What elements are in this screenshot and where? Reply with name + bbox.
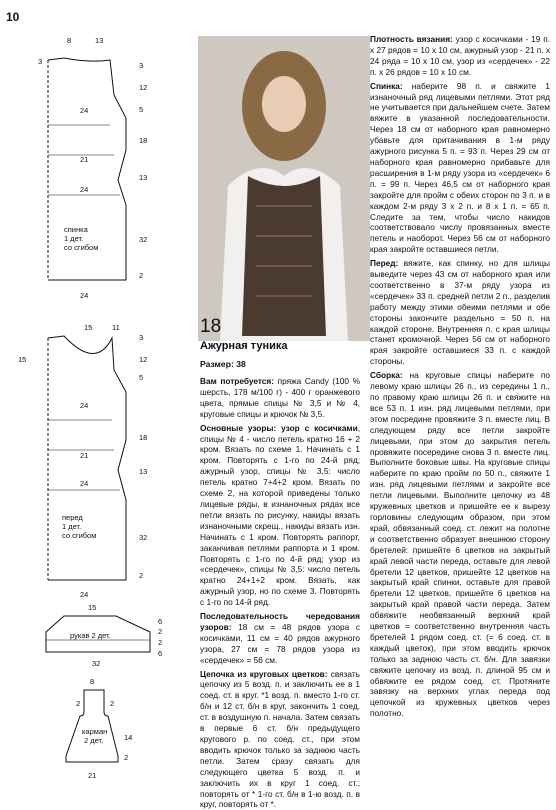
svg-text:15: 15 <box>84 323 93 332</box>
svg-text:13: 13 <box>95 36 104 45</box>
patterns-paragraph: Основные узоры: узор с косичками, спицы № 4 - число петель кратно 16 + 2 кром. Вязать по схеме 1. Начинать с 1 кром. Повторять с 1-го по 24-й ряд; ажурный узор, спицы № 3,5: число петель кратно 7+4+2 кром. Вязать по схеме 2, на которой приведены только лицевые ряды, в изнаночных рядах все петли вязать по рисунку, накиды вязать изнаночными скрещ., накиды вязать изн. Начинать с 1 кром. Повторять раппорт, заканчивая петлями раппорта и 1 кром. Повторять с 1-го по 4-й ряд; узор из «сердечек», спицы № 3,5: число петель кратно 24+1+2 кром. Вязать, как ажурный узор, но по схеме 3. Повторять с 1-го по 14-й ряд. <box>200 422 360 608</box>
svg-text:24: 24 <box>80 185 89 194</box>
svg-text:3: 3 <box>139 333 144 342</box>
svg-text:2: 2 <box>110 699 115 708</box>
svg-text:14: 14 <box>124 733 133 742</box>
svg-text:15: 15 <box>18 355 27 364</box>
svg-text:12: 12 <box>139 355 148 364</box>
pattern-schematics <box>0 0 200 800</box>
svg-text:2: 2 <box>158 627 163 636</box>
svg-text:8: 8 <box>90 677 95 686</box>
svg-text:3: 3 <box>38 57 43 66</box>
svg-text:2: 2 <box>139 271 144 280</box>
svg-text:24: 24 <box>80 590 89 599</box>
sleeve-label: рукав 2 дет. <box>70 631 111 640</box>
svg-text:8: 8 <box>67 36 72 45</box>
back-paragraph: Спинка: наберите 98 п. и свяжите 1 изнаночный ряд лицевыми петлями. Этот ряд не учитывается при дальнейшем счете. Затем вяжите в указанной последовательности. Через 18 см от наборного края равномерно убавьте для притачивания в 1-м ряду ажурного рисунка 5 п. = 93 п. Через 29 см от наборного края равномерно прибавьте для расширения в 1-м ряду узора из «сердечек» 6 п. = 99 п. Через 46,5 см от наборного края закройте для пройм с обеих сторон по 3 п. и в каждом 2-м ряду 3 х 2 п. и 8 х 1 п. = 65 п. Следите за тем, чтобы число накидов соответствовало числу провязанных вместе петель и наоборот. Через 56 см от наборного края закройте оставшиеся петли. <box>370 80 550 255</box>
svg-text:2: 2 <box>139 571 144 580</box>
svg-text:12: 12 <box>139 83 148 92</box>
svg-text:2: 2 <box>76 699 81 708</box>
svg-text:32: 32 <box>92 659 101 668</box>
chain-paragraph: Цепочка из круговых цветков: связать цепочку из 5 возд. п. и заключить ее в 1 соед. ст. в круг. *1 возд. п. вместо 1-го ст. б/н и 12 ст. б/н в круг, закончить 1 соед. ст. в воздушную п. начала. Затем связать в первые 6 ст. б/н предыдущего кругового р. по соед. ст., при этом вводить крючок только за заднюю часть петли. Затем сразу связать для следующего цветка 5 возд. п. и заключить их в круг 1 соед. ст.; повторять от * 1-го ст. б/н в 1-ю возд. п. в круг, повторять от *. <box>200 668 360 810</box>
density-paragraph: Плотность вязания: узор с косичками - 19 п. х 27 рядов = 10 х 10 см, ажурный узор - 21 п. х 24 ряда = 10 х 10 см, узор из «сердечек» - 22 п. х 26 рядов = 10 х 10 см. <box>370 34 550 77</box>
materials-paragraph: Вам потребуется: пряжа Candy (100 % шерсть, 178 м/100 г) - 400 г оранжевого цвета, прямые спицы № 3,5 и № 4, круговые спицы и крючок № 3,5. <box>200 376 360 419</box>
pattern-title: Ажурная туника <box>200 340 288 352</box>
front-dimensions <box>18 323 147 599</box>
svg-text:21: 21 <box>88 771 97 780</box>
svg-text:2: 2 <box>124 753 129 762</box>
svg-text:3: 3 <box>139 61 144 70</box>
pocket-label: карман 2 дет. <box>82 727 108 745</box>
model-photo <box>198 36 370 341</box>
svg-text:21: 21 <box>80 451 89 460</box>
svg-text:6: 6 <box>158 617 163 626</box>
right-text-column <box>370 34 550 719</box>
svg-text:24: 24 <box>80 479 89 488</box>
sequence-paragraph: Последовательность чередования узоров: 18 см = 48 рядов узора с косичками, 11 см = 40 рядов ажурного узора, 27 см = 78 рядов узора из «сердечек» = 56 см. <box>200 611 360 665</box>
back-dimensions <box>38 36 147 300</box>
pattern-number: 18 <box>200 316 222 337</box>
model-photo-image <box>198 36 370 341</box>
svg-text:2: 2 <box>158 638 163 647</box>
svg-text:24: 24 <box>80 291 89 300</box>
svg-text:6: 6 <box>158 649 163 658</box>
svg-text:18: 18 <box>139 433 148 442</box>
front-paragraph: Перед: вяжите, как спинку, но для шлицы выведите через 43 см от наборного края или соответственно в 37-м ряду узора из «сердечек» 33 п. средней петли 2 п., разделив работу между этими обеими петлями и обе стороны закончите раздельно = 50 п. на каждой стороне. Внутренняя п. с края шлицы станет кромочной. Через 56 см от наборного края закройте оставшиеся 33 п. с каждой стороны. <box>370 258 550 367</box>
svg-text:32: 32 <box>139 235 148 244</box>
left-text-column <box>200 376 360 810</box>
assembly-paragraph: Сборка: на круговые спицы наберите по левому краю шлицы 26 п., из середины 1 п., по правому краю шлицы 26 п. и свяжите на все 53 п. 1 изн. ряд лицевыми петлями, при этом посредине провяжите 3 п. вместе лиц. В следующем ряду все петли закройте лицевыми, при этом до закрытия петель провяжите посередине снова 3 п. вместе лиц. Выполните боковые швы. На круговые спицы наберите по краю пройм по 50 п., свяжите 1 изн. ряд лицевыми петлями и закройте все петли лицевыми. Выполните цепочку из 48 кружевных цветков и пришейте ее к вырезу горловины следующим образом, при этом край, обвязанный соед. ст. лежит на полотне и соответственно образует внешнюю сторону бретелей: пришейте 6 цветков на закрытый край левой части переда, оставьте для левой бретели 12 цветков, пришейте 12 цветков на закрытый край спинки, оставьте для правой бретели 12 цветков, пришейте 6 цветков на закрытый край правой части переда. Затем обвяжите необвязанный верхний край цветков = соответственно внутренняя часть бретелей 1 рядом соед. ст. (= 6 соед. ст. в каждый цветок), при этом вводить крючок только за заднюю часть ст. б/н. Для завязки свяжите цепочку из возд. п. длиной 95 см и обвяжите ее рядом соед. ст. Протяните завязку на верхних углах переда под цепочкой из кружевных цветков через полотно. <box>370 370 550 719</box>
svg-text:18: 18 <box>139 136 148 145</box>
svg-text:13: 13 <box>139 173 148 182</box>
svg-text:5: 5 <box>139 105 144 114</box>
svg-text:13: 13 <box>139 467 148 476</box>
svg-text:24: 24 <box>80 401 89 410</box>
svg-text:32: 32 <box>139 533 148 542</box>
svg-text:21: 21 <box>80 155 89 164</box>
pattern-size: Размер: 38 <box>200 359 246 369</box>
svg-text:5: 5 <box>139 373 144 382</box>
svg-text:11: 11 <box>112 323 120 332</box>
svg-text:15: 15 <box>88 603 97 612</box>
page-number: 10 <box>6 10 20 24</box>
back-label: спинка 1 дет. со сгибом <box>64 225 99 252</box>
svg-text:24: 24 <box>80 106 89 115</box>
front-label: перед 1 дет. со сгибом <box>62 513 97 540</box>
